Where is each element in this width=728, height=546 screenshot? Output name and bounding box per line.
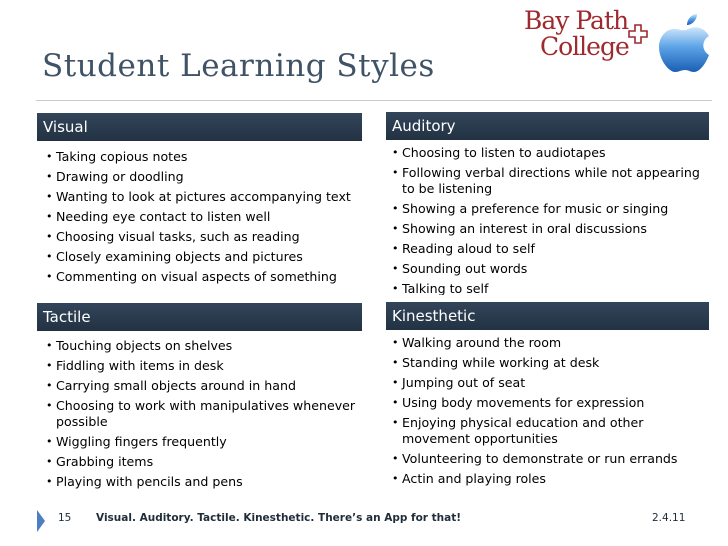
list-item: • Wanting to look at pictures accompanying text [45, 189, 365, 205]
apple-logo-icon [653, 10, 719, 76]
list-item: • Playing with pencils and pens [45, 474, 365, 490]
list-item: • Commenting on visual aspects of something [45, 269, 365, 285]
list-item: • Needing eye contact to listen well [45, 209, 365, 225]
list-item: • Following verbal directions while not appearing to be listening [391, 165, 703, 197]
list-item: • Carrying small objects around in hand [45, 378, 365, 394]
list-item: • Grabbing items [45, 454, 365, 470]
list-item: • Sounding out words [391, 261, 703, 277]
visual-list [45, 149, 365, 289]
slide-number: 15 [58, 512, 72, 524]
section-header-kinesthetic: Kinesthetic [386, 302, 709, 330]
list-item: • Actin and playing roles [391, 471, 703, 487]
section-header-tactile: Tactile [37, 303, 362, 331]
list-item: • Walking around the room [391, 335, 703, 351]
slide-title: Student Learning Styles [42, 48, 435, 84]
auditory-list [391, 145, 703, 295]
list-item: • Drawing or doodling [45, 169, 365, 185]
list-item: • Standing while working at desk [391, 355, 703, 371]
list-item: • Choosing visual tasks, such as reading [45, 229, 365, 245]
title-divider [36, 100, 712, 101]
footer-title: Visual. Auditory. Tactile. Kinesthetic. There’s an App for that! [96, 512, 462, 524]
list-item: • Showing an interest in oral discussions [391, 221, 703, 237]
section-header-auditory: Auditory [386, 112, 709, 140]
list-item: • Volunteering to demonstrate or run errands [391, 451, 703, 467]
list-item: • Fiddling with items in desk [45, 358, 365, 374]
tactile-list [45, 338, 365, 494]
list-item: • Taking copious notes [45, 149, 365, 165]
list-item: • Talking to self [391, 281, 703, 295]
bay-path-college-logo [518, 4, 718, 74]
section-header-visual: Visual [37, 113, 362, 141]
plus-icon [628, 24, 648, 44]
list-item: • Choosing to listen to audiotapes [391, 145, 703, 161]
list-item: • Choosing to work with manipulatives whenever possible [45, 398, 365, 430]
list-item: • Jumping out of seat [391, 375, 703, 391]
list-item: • Closely examining objects and pictures [45, 249, 365, 265]
kinesthetic-list [391, 335, 703, 491]
list-item: • Enjoying physical education and other movement opportunities [391, 415, 703, 447]
logo-text-line1: Bay Path [524, 6, 629, 35]
list-item: • Wiggling fingers frequently [45, 434, 365, 450]
logo-text-line2: College [540, 32, 629, 61]
list-item: • Showing a preference for music or singing [391, 201, 703, 217]
footer-arrow-icon [37, 510, 45, 532]
list-item: • Reading aloud to self [391, 241, 703, 257]
list-item: • Using body movements for expression [391, 395, 703, 411]
footer-date: 2.4.11 [652, 512, 686, 524]
list-item: • Touching objects on shelves [45, 338, 365, 354]
